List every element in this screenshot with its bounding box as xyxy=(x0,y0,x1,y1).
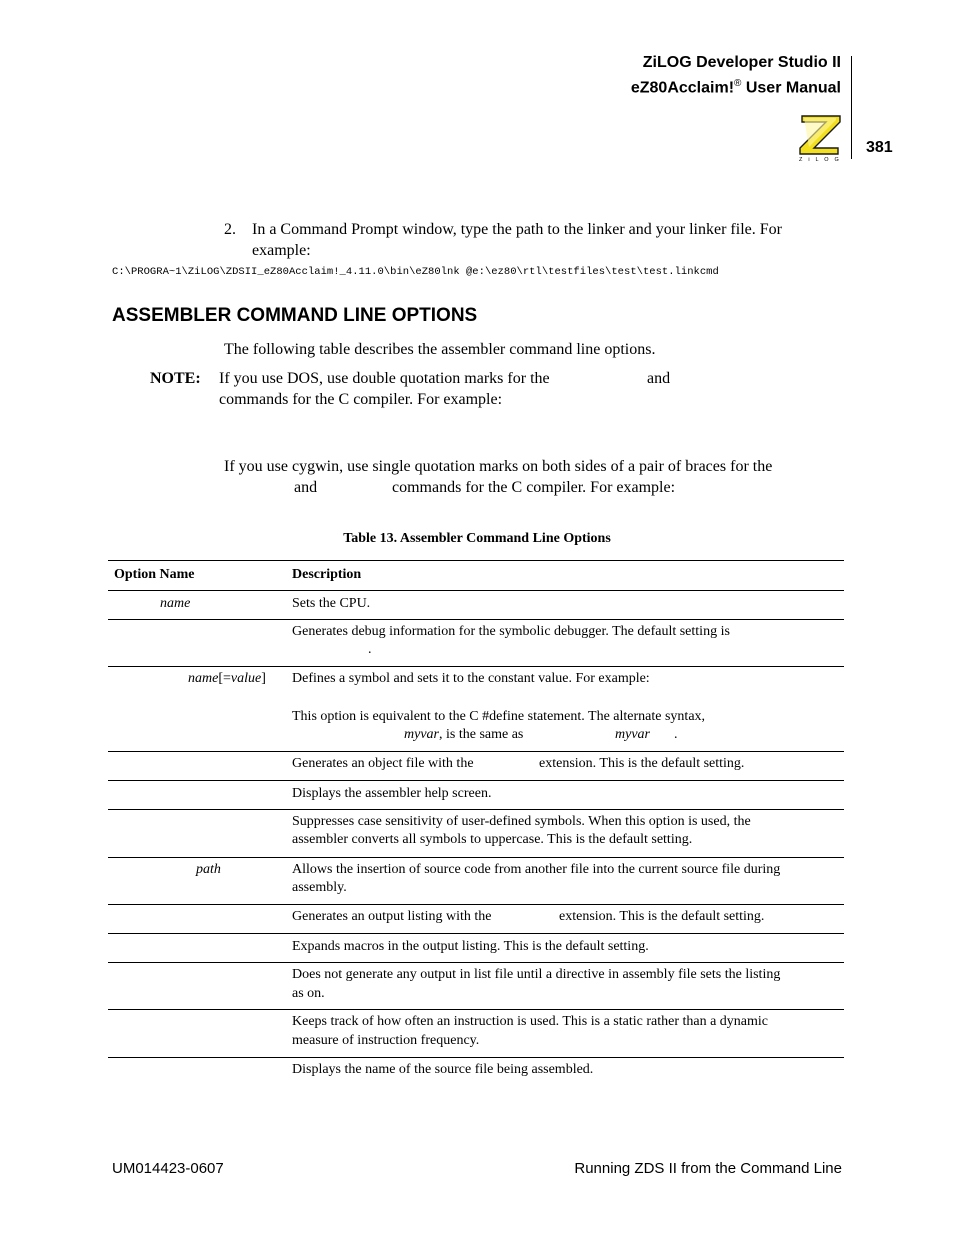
option-param: name[=value] xyxy=(188,671,266,686)
table-row xyxy=(108,667,844,752)
description-cont: extension. This is the default setting. xyxy=(559,909,765,924)
table-row xyxy=(108,1010,844,1058)
column-header-description: Description xyxy=(292,567,362,582)
table-row xyxy=(108,752,844,781)
note-label: NOTE: xyxy=(150,370,201,387)
command-example: C:\PROGRA~1\ZiLOG\ZDSII_eZ80Acclaim!_4.11.0\bin\eZ80lnk @e:\ez80\rtl\testfiles\test\test.linkcmd xyxy=(112,266,719,278)
description-cont: measure of instruction frequency. xyxy=(292,1033,480,1048)
table-row xyxy=(108,620,844,667)
description: Suppresses case sensitivity of user-defined symbols. When this option is used, the xyxy=(292,814,751,829)
description: Sets the CPU. xyxy=(292,596,371,611)
intro-paragraph: The following table describes the assembler command line options. xyxy=(224,341,656,358)
cygwin-text-line-2: commands for the C compiler. For example: xyxy=(392,479,676,496)
table-row xyxy=(108,781,844,810)
step-number: 2. xyxy=(224,221,236,238)
column-header-option: Option Name xyxy=(114,567,195,582)
description: Generates an output listing with the xyxy=(292,909,492,924)
description: Keeps track of how often an instruction is used. This is a static rather than a dynamic xyxy=(292,1014,768,1029)
description-cont: assembler converts all symbols to uppercase. This is the default setting. xyxy=(292,832,693,847)
table-row xyxy=(108,591,844,620)
description: Expands macros in the output listing. This is the default setting. xyxy=(292,939,649,954)
description-cont: . xyxy=(368,642,372,657)
footer-doc-number: UM014423-0607 xyxy=(112,1160,224,1177)
options-table xyxy=(108,560,844,1086)
title-line-1: ZiLOG Developer Studio II xyxy=(642,54,841,71)
svg-text:Z i L O G: Z i L O G xyxy=(799,157,841,162)
description: Does not generate any output in list file until a directive in assembly file sets the listing xyxy=(292,967,781,982)
section-heading: ASSEMBLER COMMAND LINE OPTIONS xyxy=(112,305,478,326)
title-line-2: eZ80Acclaim!® User Manual xyxy=(630,78,841,97)
description: Generates debug information for the symbolic debugger. The default setting is xyxy=(292,624,730,639)
page-number: 381 xyxy=(866,139,893,156)
table-caption: Table 13. Assembler Command Line Options xyxy=(343,531,611,546)
description-cont: myvar xyxy=(615,727,650,742)
note-text-line-1: If you use DOS, use double quotation marks for the xyxy=(219,370,550,387)
description-cont: as on. xyxy=(292,986,325,1001)
step-text: In a Command Prompt window, type the path to the linker and your linker file. For example: xyxy=(252,221,782,259)
description: Defines a symbol and sets it to the constant value. For example: xyxy=(292,671,650,686)
option-param: path xyxy=(196,862,221,877)
note-and: and xyxy=(647,370,671,387)
description: Displays the name of the source file being assembled. xyxy=(292,1062,594,1077)
description: Generates an object file with the xyxy=(292,756,474,771)
description-cont: myvar, is the same as xyxy=(404,727,524,742)
table-row xyxy=(108,810,844,858)
option-param: name xyxy=(160,596,191,611)
table-row xyxy=(108,1058,844,1086)
document-title xyxy=(631,52,841,98)
header-divider xyxy=(851,56,852,159)
description-cont: This option is equivalent to the C #define statement. The alternate syntax, xyxy=(292,709,706,724)
cygwin-and: and xyxy=(294,479,318,496)
cygwin-text-line-1: If you use cygwin, use single quotation marks on both sides of a pair of braces for the xyxy=(224,458,773,475)
description-cont: assembly. xyxy=(292,880,347,895)
table-row xyxy=(108,858,844,905)
table-row xyxy=(108,905,844,934)
description-cont: . xyxy=(674,727,678,742)
description: Displays the assembler help screen. xyxy=(292,786,492,801)
description-cont: extension. This is the default setting. xyxy=(539,756,745,771)
table-header-row xyxy=(108,560,844,591)
note-text-line-2: commands for the C compiler. For example: xyxy=(219,391,503,408)
description: Allows the insertion of source code from another file into the current source file during xyxy=(292,862,781,877)
footer-section: Running ZDS II from the Command Line xyxy=(574,1160,842,1177)
table-row xyxy=(108,963,844,1010)
table-row xyxy=(108,934,844,963)
zilog-logo xyxy=(796,112,844,162)
